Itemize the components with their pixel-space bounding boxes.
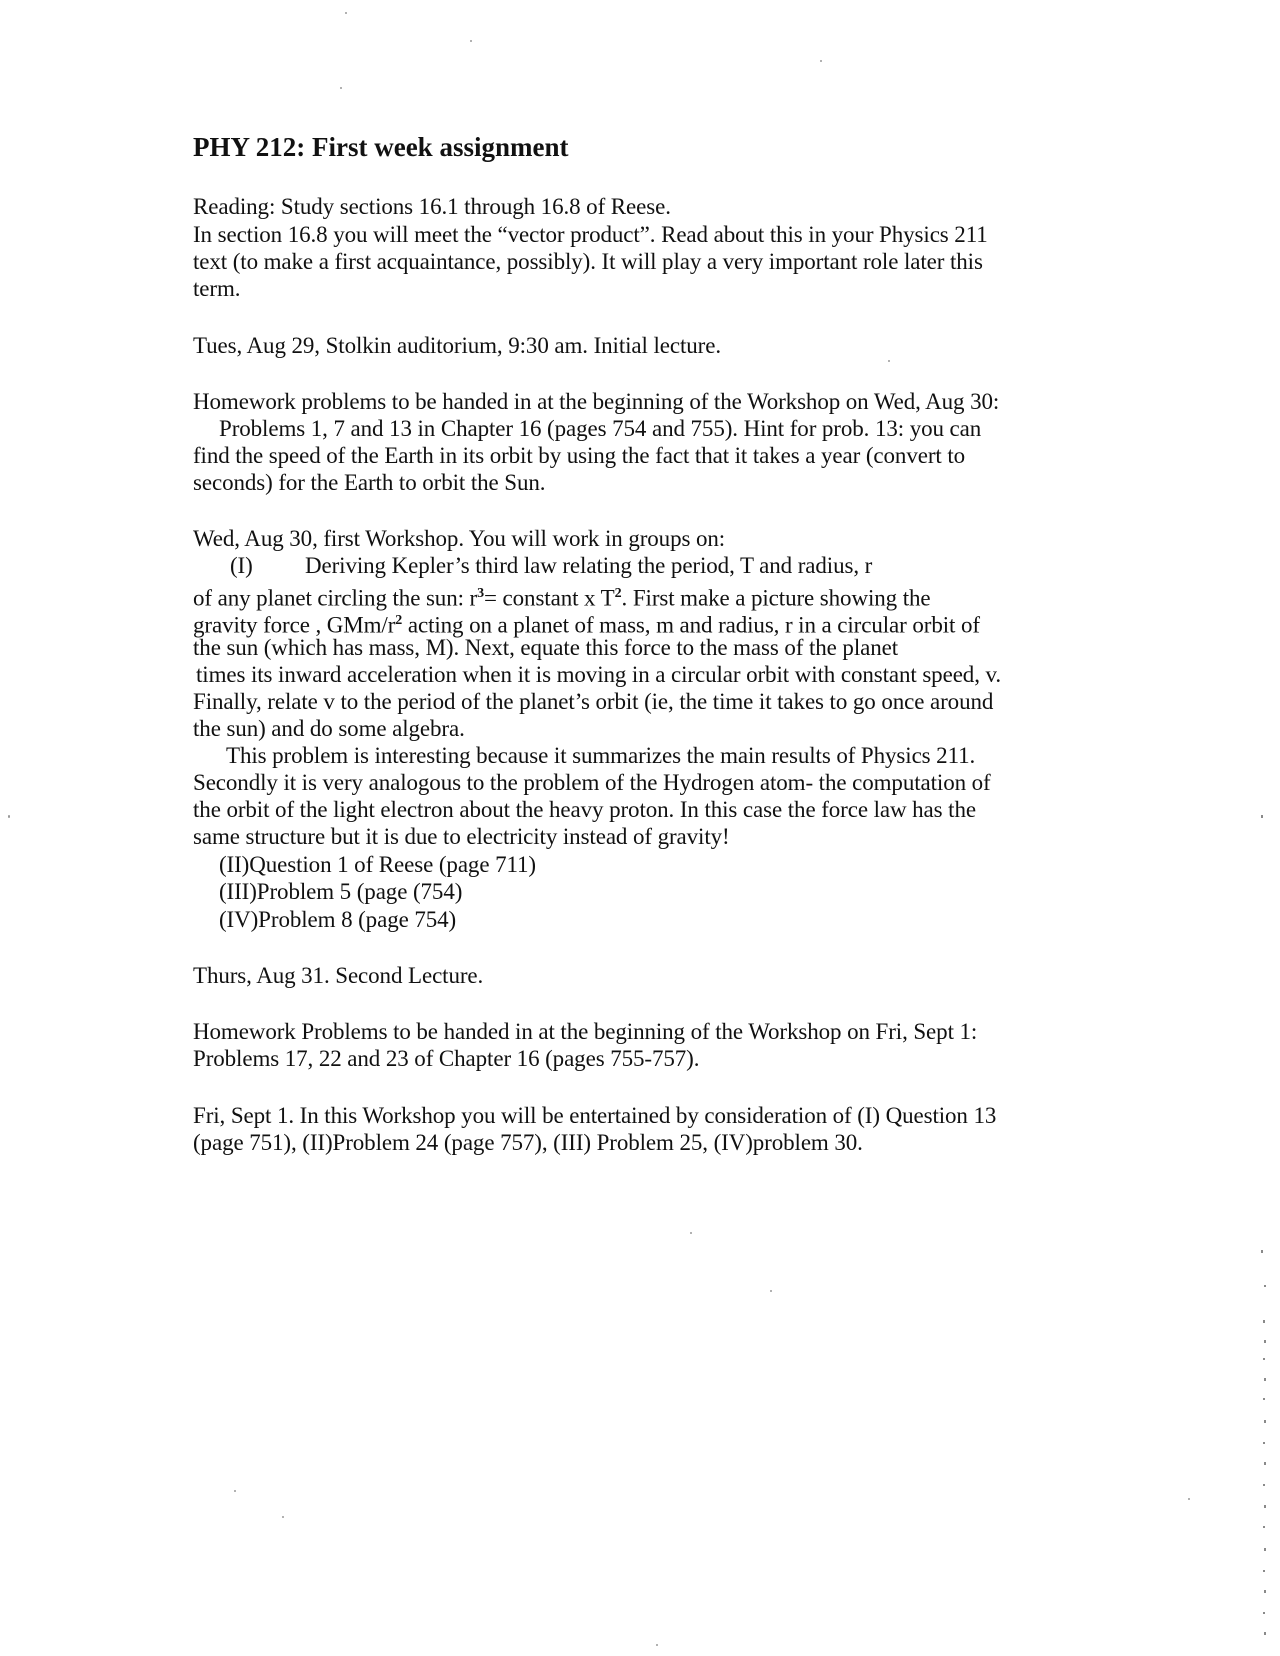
workshop-1-item-1-number: (I) (230, 553, 253, 578)
kepler-text-c: . First make a picture showing the (621, 585, 931, 611)
workshop-1-intro: Wed, Aug 30, first Workshop. You will work in groups on: (193, 526, 726, 551)
scan-speck (888, 360, 890, 362)
scan-speck (8, 815, 10, 818)
kepler-exponent-r: 3 (477, 586, 485, 601)
page-title: PHY 212: First week assignment (193, 132, 569, 162)
workshop-1-item-2: (II)Question 1 of Reese (page 711) (219, 852, 536, 877)
lecture-1: Tues, Aug 29, Stolkin auditorium, 9:30 am. Initial lecture. (193, 333, 721, 358)
kepler-text-b: = constant x T (484, 585, 615, 611)
workshop-1-interest-2: Secondly it is very analogous to the problem of the Hydrogen atom- the computation of (193, 770, 991, 795)
scan-speck (345, 12, 347, 14)
workshop-2-line-1: Fri, Sept 1. In this Workshop you will be entertained by consideration of (I) Question 13 (193, 1103, 997, 1128)
homework-1-line-3: find the speed of the Earth in its orbit by using the fact that it takes a year (convert to (193, 443, 966, 468)
scan-speck (820, 60, 822, 62)
workshop-1-item-4: (IV)Problem 8 (page 754) (219, 907, 457, 932)
workshop-1-line-sun: the sun (which has mass, M). Next, equate this force to the mass of the planet (193, 635, 899, 660)
workshop-1-line-algebra: the sun) and do some algebra. (193, 716, 465, 741)
workshop-1-item-1-text: Deriving Kepler’s third law relating the period, T and radius, r (305, 553, 873, 578)
scan-speck (340, 87, 342, 89)
lecture-2: Thurs, Aug 31. Second Lecture. (193, 963, 484, 988)
homework-1-line-4: seconds) for the Earth to orbit the Sun. (193, 470, 546, 495)
workshop-1-interest-3: the orbit of the light electron about the heavy proton. In this case the force law has the (193, 797, 976, 822)
workshop-1-line-inward: times its inward acceleration when it is moving in a circular orbit with constant speed, v. (196, 662, 1002, 687)
reading-line-1: Reading: Study sections 16.1 through 16.8 of Reese. (193, 194, 671, 219)
homework-1-line-2: Problems 1, 7 and 13 in Chapter 16 (pages 754 and 755). Hint for prob. 13: you can (219, 416, 982, 441)
workshop-1-interest-4: same structure but it is due to electricity instead of gravity! (193, 824, 730, 849)
scan-speck (234, 1490, 236, 1492)
workshop-1-item-3: (III)Problem 5 (page (754) (219, 879, 463, 904)
homework-2-line-2: Problems 17, 22 and 23 of Chapter 16 (pages 755-757). (193, 1046, 700, 1071)
kepler-text-a: of any planet circling the sun: r (193, 585, 478, 611)
workshop-1-line-finally: Finally, relate v to the period of the planet’s orbit (ie, the time it takes to go once around (193, 689, 994, 714)
gravity-text-a: gravity force , GMm/r (193, 612, 396, 638)
homework-2-line-1: Homework Problems to be handed in at the beginning of the Workshop on Fri, Sept 1: (193, 1019, 978, 1044)
scan-speck (770, 1290, 772, 1292)
workshop-1-interest-1: This problem is interesting because it summarizes the main results of Physics 211. (226, 743, 976, 768)
reading-line-3: text (to make a first acquaintance, possibly). It will play a very important role later this (193, 249, 983, 274)
scan-edge-marks (1220, 0, 1280, 1656)
scan-speck (470, 40, 472, 42)
scan-speck (1188, 1498, 1190, 1500)
gravity-text-b: acting on a planet of mass, m and radius, r in a circular orbit of (402, 612, 980, 638)
scan-speck (656, 1644, 658, 1646)
scan-speck (282, 1516, 284, 1518)
workshop-2-line-2: (page 751), (II)Problem 24 (page 757), (III) Problem 25, (IV)problem 30. (193, 1130, 863, 1155)
reading-line-4: term. (193, 276, 241, 301)
reading-line-2: In section 16.8 you will meet the “vector product”. Read about this in your Physics 211 (193, 222, 988, 247)
kepler-exponent-t: 2 (614, 586, 622, 601)
gravity-exponent: 2 (395, 613, 403, 628)
homework-1-line-1: Homework problems to be handed in at the beginning of the Workshop on Wed, Aug 30: (193, 389, 1000, 414)
scan-speck (690, 1232, 692, 1234)
